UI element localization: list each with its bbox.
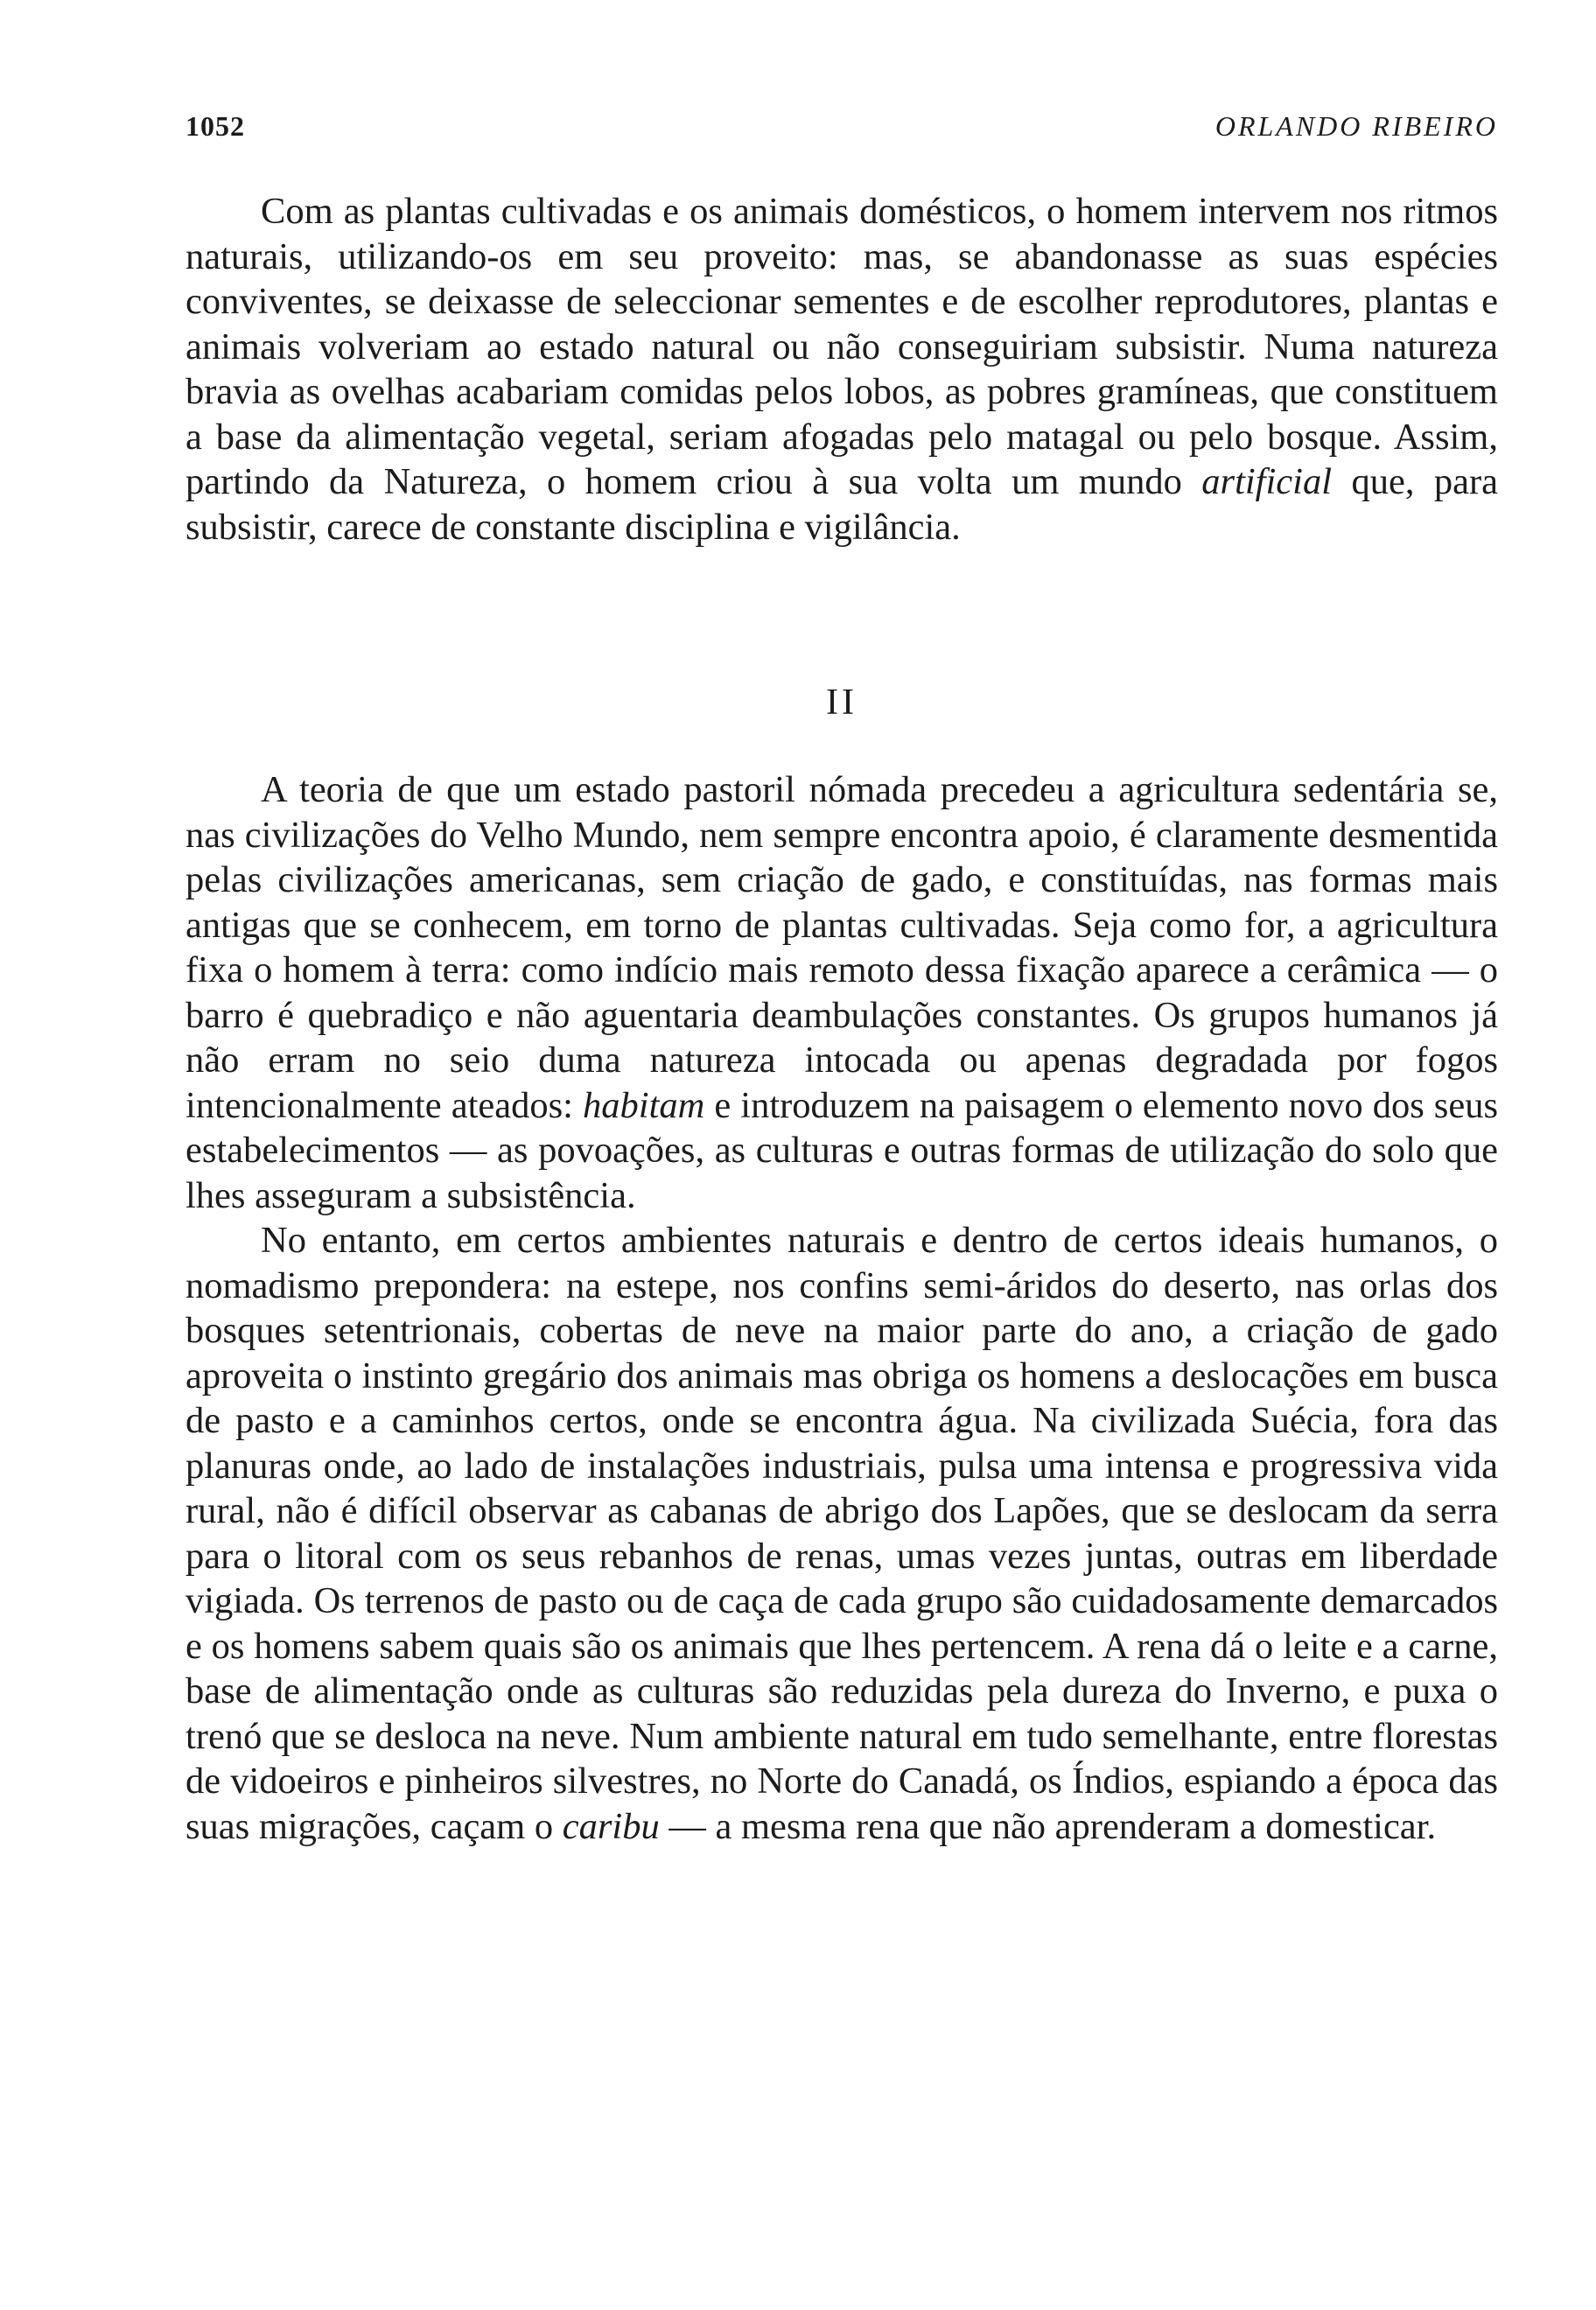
- paragraph-2-emphasis: habitam: [583, 1084, 705, 1126]
- paragraph-1-emphasis: artificial: [1201, 461, 1333, 502]
- paragraph-1-text-end: que, para subsistir, carece de constante disciplina e vigilância.: [186, 461, 1498, 548]
- paragraph-2: [186, 767, 1498, 1218]
- page-number: 1052: [186, 110, 245, 142]
- paragraph-3-text-end: — a mesma rena que não aprenderam a domesticar.: [668, 1805, 1437, 1847]
- paragraph-3-emphasis: caribu: [562, 1805, 660, 1847]
- paragraph-2-text: A teoria de que um estado pastoril nómada precedeu a agricultura sedentária se, nas civilizações do Velho Mundo, nem sempre encontra apoio, é claramente desmentida pelas civilizações americanas, sem criação de gado, e constituídas, nas formas mais antigas que se conhecem, em torno de plantas cultivadas. Seja como for, a agricultura fixa o homem à terra: como indício mais remoto dessa fixação aparece a cerâmica — o barro é quebradiço e não aguentaria deambulações constantes. Os grupos humanos já não erram no seio duma natureza intocada ou apenas degradada por fogos intencionalmente ateados:: [186, 769, 1498, 1126]
- running-head: [186, 105, 1498, 147]
- paragraph-1-text: Com as plantas cultivadas e os animais domésticos, o homem intervem nos ritmos naturais, utilizando-os em seu proveito: mas, se abandonasse as suas espécies conviventes, se deixasse de seleccionar sementes e de escolher reprodutores, plantas e animais volveriam ao estado natural ou não conseguiriam subsistir. Numa natureza bravia as ovelhas acabariam comidas pelos lobos, as pobres gramíneas, que constituem a base da alimentação vegetal, seriam afogadas pelo matagal ou pelo bosque. Assim, partindo da Natureza, o homem criou à sua volta um mundo: [186, 191, 1498, 502]
- section-heading: II: [826, 682, 858, 723]
- paragraph-1: [186, 189, 1498, 550]
- paragraph-3-text: No entanto, em certos ambientes naturais e dentro de certos ideais humanos, o nomadismo prepondera: na estepe, nos confins semi-áridos do deserto, nas orlas dos bosques setentrionais, cobertas de neve na maior parte do ano, a criação de gado aproveita o instinto gregário dos animais mas obriga os homens a deslocações em busca de pasto e a caminhos certos, onde se encontra água. Na civilizada Suécia, fora das planuras onde, ao lado de instalações industriais, pulsa uma intensa e progressiva vida rural, não é difícil observar as cabanas de abrigo dos Lapões, que se deslocam da serra para o litoral com os seus rebanhos de renas, umas vezes juntas, outras em liberdade vigiada. Os terrenos de pasto ou de caça de cada grupo são cuidadosamente demarcados e os homens sabem quais são os animais que lhes pertencem. A rena dá o leite e a carne, base de alimentação onde as culturas são reduzidas pela dureza do Inverno, e puxa o trenó que se desloca na neve. Num ambiente natural em tudo semelhante, entre florestas de vidoeiros e pinheiros silvestres, no Norte do Canadá, os Índios, espiando a época das suas migrações, caçam o: [186, 1220, 1498, 1847]
- paragraph-2-text-end: e introduzem na paisagem o elemento novo dos seus estabelecimentos — as povoações, as culturas e outras formas de utilização do solo que lhes asseguram a subsistência.: [186, 1084, 1498, 1216]
- book-page: [186, 105, 1498, 1849]
- paragraph-3: [186, 1218, 1498, 1849]
- running-head-author: ORLANDO RIBEIRO: [1214, 110, 1498, 142]
